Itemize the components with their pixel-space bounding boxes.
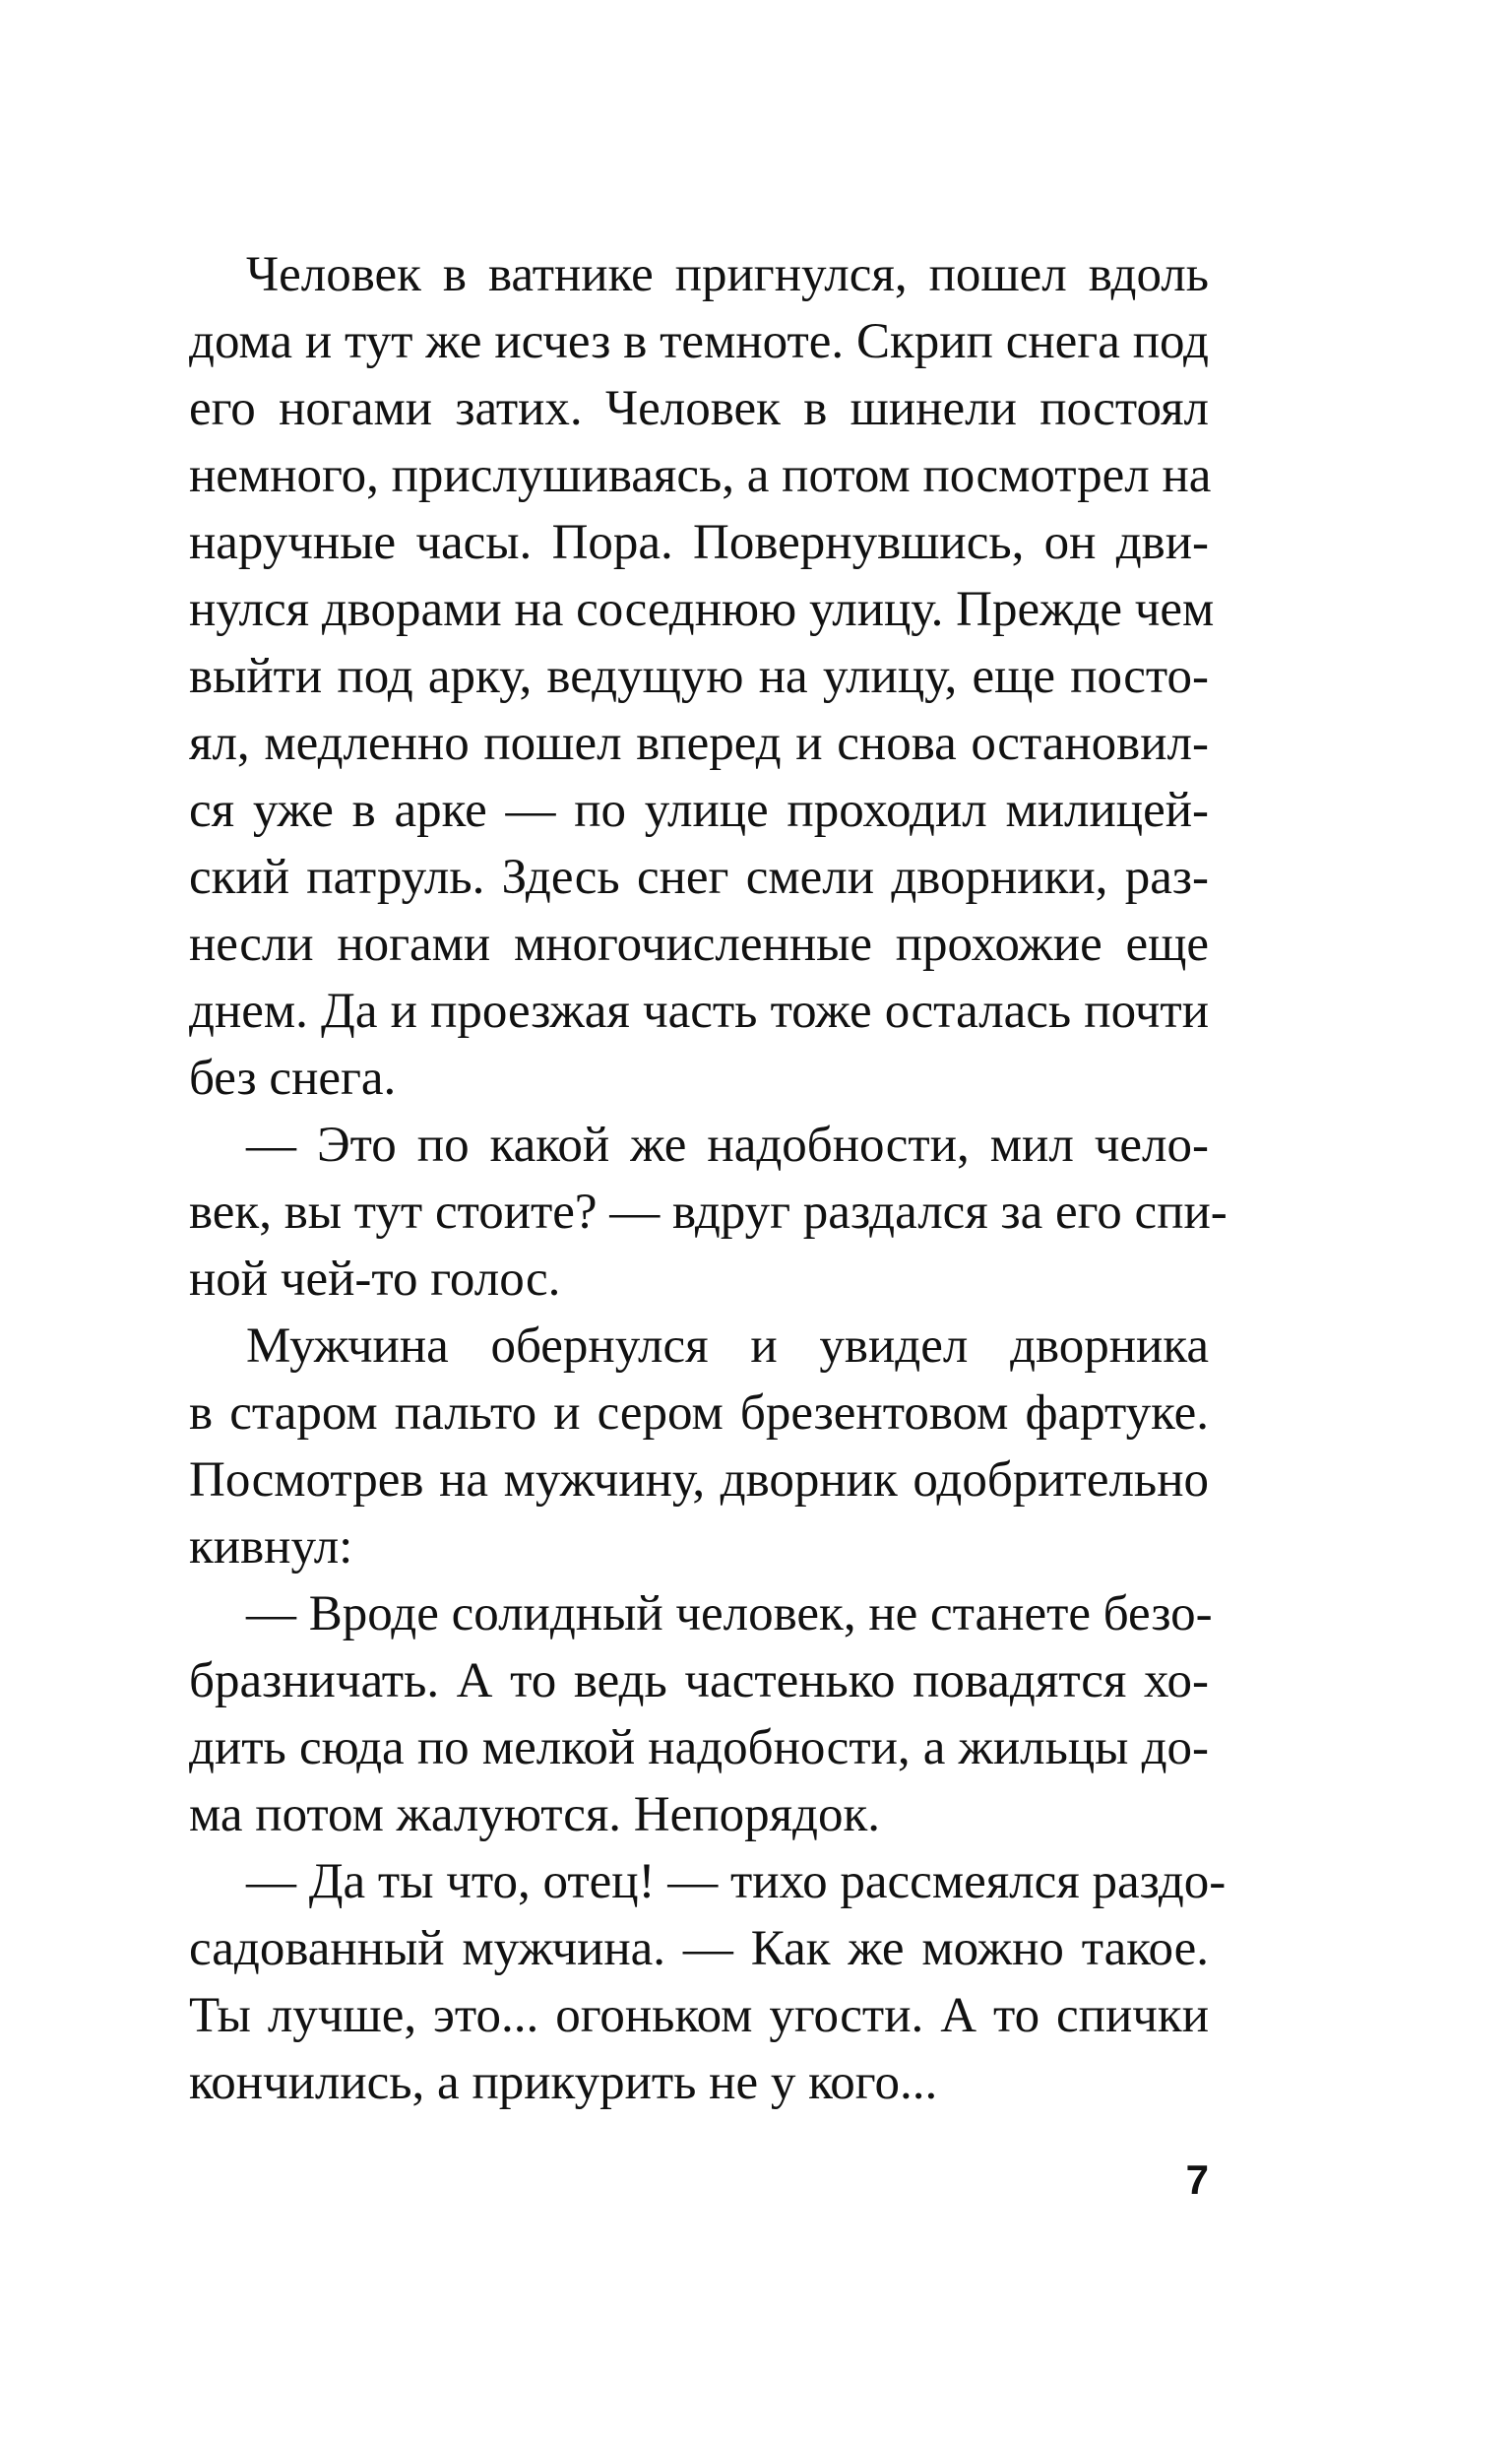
- text-line: ял, медленно пошел вперед и снова остановил-: [189, 716, 1209, 771]
- text-line: его ногами затих. Человек в шинели постоял: [189, 381, 1209, 436]
- text-line: Ты лучше, это... огоньком угости. А то спички: [189, 1988, 1209, 2043]
- text-line: наручные часы. Пора. Повернувшись, он дви-: [189, 515, 1209, 570]
- text-line: ма потом жалуются. Непорядок.: [189, 1787, 880, 1842]
- page-body-text: [189, 241, 1228, 2116]
- text-line: Мужчина обернулся и увидел дворника: [246, 1318, 1209, 1374]
- text-line: ский патруль. Здесь снег смели дворники, раз-: [189, 850, 1209, 905]
- text-line: бразничать. А то ведь частенько повадятся хо-: [189, 1653, 1209, 1708]
- text-line: дома и тут же исчез в темноте. Скрип снега под: [189, 314, 1209, 369]
- text-line: Человек в ватнике пригнулся, пошел вдоль: [246, 247, 1209, 302]
- text-line: нулся дворами на соседнюю улицу. Прежде чем: [189, 582, 1215, 637]
- text-line: кивнул:: [189, 1519, 353, 1575]
- text-line: век, вы тут стоите? — вдруг раздался за его спи-: [189, 1185, 1228, 1240]
- text-line: ся уже в арке — по улице проходил милицей-: [189, 783, 1209, 838]
- text-line: — Да ты что, отец! — тихо рассмеялся раздо-: [246, 1854, 1227, 1909]
- text-line: кончились, а прикурить не у кого...: [189, 2055, 938, 2110]
- text-line: днем. Да и проезжая часть тоже осталась почти: [189, 984, 1209, 1039]
- text-line: садованный мужчина. — Как же можно такое.: [189, 1921, 1209, 1976]
- text-line: — Это по какой же надобности, мил чело-: [246, 1118, 1209, 1173]
- text-line: немного, прислушиваясь, а потом посмотрел на: [189, 448, 1212, 503]
- text-line: в старом пальто и сером брезентовом фартуке.: [189, 1385, 1209, 1441]
- text-line: выйти под арку, ведущую на улицу, еще посто-: [189, 649, 1209, 704]
- text-line: без снега.: [189, 1051, 397, 1106]
- text-line: дить сюда по мелкой надобности, а жильцы до-: [189, 1720, 1209, 1775]
- page-number: 7: [1185, 2156, 1209, 2203]
- text-line: — Вроде солидный человек, не станете безо-: [246, 1586, 1213, 1641]
- text-line: ной чей-то голос.: [189, 1252, 561, 1307]
- text-line: несли ногами многочисленные прохожие еще: [189, 917, 1209, 972]
- text-line: Посмотрев на мужчину, дворник одобрительно: [189, 1452, 1209, 1508]
